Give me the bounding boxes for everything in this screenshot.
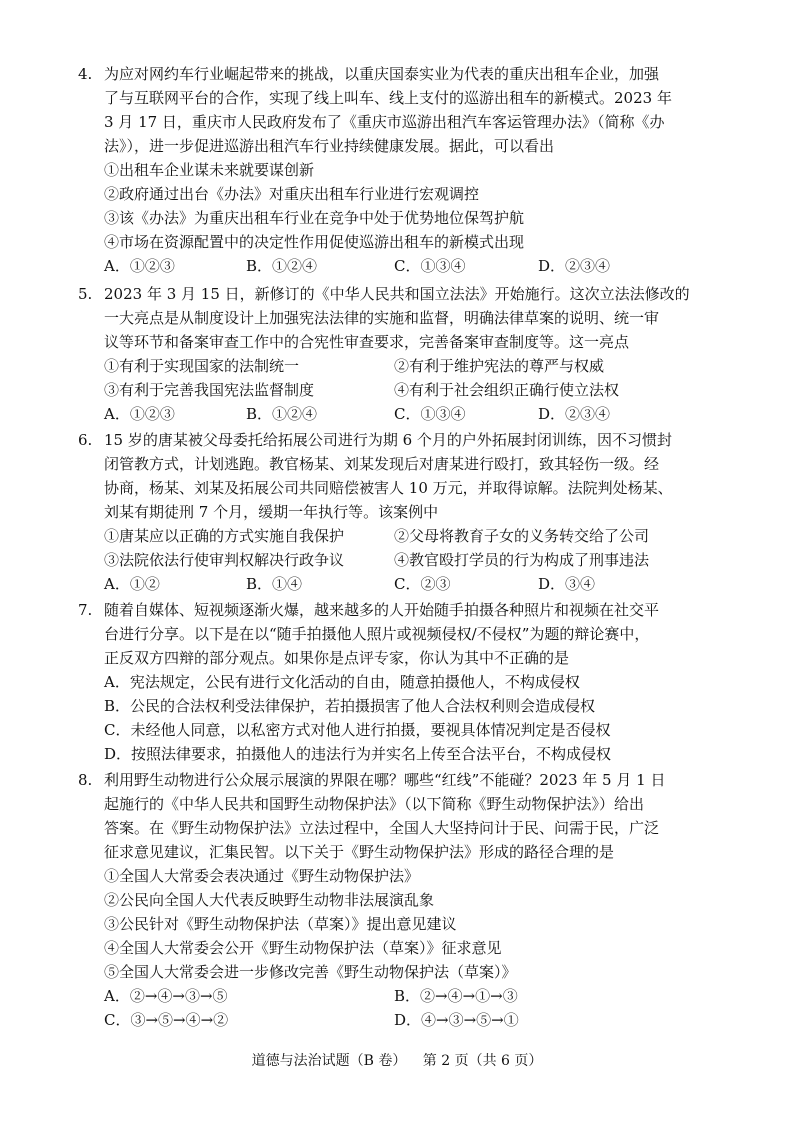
question-number: 8. xyxy=(78,771,93,789)
statement: ②公民向全国人大代表反映野生动物非法展演乱象 xyxy=(104,891,435,909)
answer-option-a: A．①②③ xyxy=(104,405,175,423)
statement: ②政府通过出台《办法》对重庆出租车行业进行宏观调控 xyxy=(104,185,480,203)
page-footer xyxy=(0,1050,794,1070)
question-stem-line: 随着自媒体、短视频逐渐火爆，越来越多的人开始随手拍摄各种照片和视频在社交平 xyxy=(104,601,660,619)
exam-subject-label: 道德与法治试题（B 卷） xyxy=(251,1053,407,1069)
statement: ③该《办法》为重庆出租车行业在竞争中处于优势地位保驾护航 xyxy=(104,209,525,227)
page-number: 第 2 页（共 6 页） xyxy=(422,1053,543,1069)
answer-option-b: B．①②④ xyxy=(246,405,318,423)
statement: ④市场在资源配置中的决定性作用促使巡游出租车的新模式出现 xyxy=(104,233,525,251)
answer-option-d: D．④→③→⑤→① xyxy=(394,1011,519,1029)
answer-option-b: B．①②④ xyxy=(246,257,318,275)
question-number: 4. xyxy=(78,65,93,83)
answer-option-c: C．未经他人同意，以私密方式对他人进行拍摄，要视具体情况判定是否侵权 xyxy=(104,721,611,739)
answer-option-d: D．按照法律要求，拍摄他人的违法行为并实名上传至合法平台，不构成侵权 xyxy=(104,745,612,763)
statement: ②有利于维护宪法的尊严与权威 xyxy=(394,357,605,375)
statement: ①出租车企业谋未来就要谋创新 xyxy=(104,161,315,179)
statement: ①全国人大常委会表决通过《野生动物保护法》 xyxy=(104,867,420,885)
answer-option-a: A．宪法规定，公民有进行文化活动的自由，随意拍摄他人，不构成侵权 xyxy=(104,673,580,691)
statement: ③有利于完善我国宪法监督制度 xyxy=(104,381,315,399)
question-stem-line: 协商，杨某、刘某及拓展公司共同赔偿被害人 10 万元，并取得谅解。法院判处杨某、 xyxy=(104,479,673,497)
question-stem-line: 台进行分享。以下是在以“随手拍摄他人照片或视频侵权/不侵权”为题的辩论赛中， xyxy=(104,625,650,643)
question-stem-line: 闭管教方式，计划逃跑。教官杨某、刘某发现后对唐某进行殴打，致其轻伤一级。经 xyxy=(104,455,660,473)
question-stem-line: 15 岁的唐某被父母委托给拓展公司进行为期 6 个月的户外拓展封闭训练，因不习惯封 xyxy=(104,431,672,449)
statement: ④全国人大常委会公开《野生动物保护法（草案）》征求意见 xyxy=(104,939,502,957)
statement: ③法院依法行使审判权解决行政争议 xyxy=(104,551,345,569)
answer-option-b: B．公民的合法权利受法律保护，若拍摄损害了他人合法权利则会造成侵权 xyxy=(104,697,596,715)
statement: ②父母将教育子女的义务转交给了公司 xyxy=(394,527,650,545)
answer-option-b: B．①④ xyxy=(246,575,303,593)
answer-option-a: A．①② xyxy=(104,575,160,593)
statement: ④有利于社会组织正确行使立法权 xyxy=(394,381,620,399)
statement: ①唐某应以正确的方式实施自我保护 xyxy=(104,527,345,545)
answer-option-c: C．①③④ xyxy=(394,405,466,423)
question-stem-line: 法》），进一步促进巡游出租汽车行业持续健康发展。据此，可以看出 xyxy=(104,137,555,155)
statement: ③公民针对《野生动物保护法（草案）》提出意见建议 xyxy=(104,915,457,933)
question-number: 5. xyxy=(78,285,93,303)
statement: ①有利于实现国家的法制统一 xyxy=(104,357,300,375)
answer-option-d: D．③④ xyxy=(538,575,596,593)
answer-option-a: A．②→④→③→⑤ xyxy=(104,987,228,1005)
question-stem-line: 一大亮点是从制度设计上加强宪法法律的实施和监督，明确法律草案的说明、统一审 xyxy=(104,309,660,327)
question-stem-line: 了与互联网平台的合作，实现了线上叫车、线上支付的巡游出租车的新模式。2023 年 xyxy=(104,89,672,107)
statement: ④教官殴打学员的行为构成了刑事违法 xyxy=(394,551,650,569)
answer-option-c: C．①③④ xyxy=(394,257,466,275)
answer-option-c: C．③→⑤→④→② xyxy=(104,1011,229,1029)
answer-option-b: B．②→④→①→③ xyxy=(394,987,518,1005)
question-number: 7. xyxy=(78,601,93,619)
question-stem-line: 征求意见建议，汇集民智。以下关于《野生动物保护法》形成的路径合理的是 xyxy=(104,843,615,861)
question-stem-line: 刘某有期徒刑 7 个月，缓期一年执行等。该案例中 xyxy=(104,503,439,521)
statement: ⑤全国人大常委会进一步修改完善《野生动物保护法（草案）》 xyxy=(104,963,517,981)
answer-option-d: D．②③④ xyxy=(538,405,611,423)
question-stem-line: 议等环节和备案审查工作中的合宪性审查要求，完善备案审查制度等。这一亮点 xyxy=(104,333,630,351)
question-stem-line: 3 月 17 日，重庆市人民政府发布了《重庆市巡游出租汽车客运管理办法》（简称《办 xyxy=(104,113,665,131)
question-stem-line: 利用野生动物进行公众展示展演的界限在哪？哪些“红线”不能碰？2023 年 5 月 1 日 xyxy=(104,771,666,789)
question-stem-line: 为应对网约车行业崛起带来的挑战，以重庆国泰实业为代表的重庆出租车企业，加强 xyxy=(104,65,660,83)
answer-option-c: C．②③ xyxy=(394,575,451,593)
answer-option-a: A．①②③ xyxy=(104,257,175,275)
question-stem-line: 正反双方四辩的部分观点。如果你是点评专家，你认为其中不正确的是 xyxy=(104,649,570,667)
question-number: 6. xyxy=(78,431,93,449)
question-stem-line: 2023 年 3 月 15 日，新修订的《中华人民共和国立法法》开始施行。这次立法法修改的 xyxy=(104,285,690,303)
answer-option-d: D．②③④ xyxy=(538,257,611,275)
question-stem-line: 起施行的《中华人民共和国野生动物保护法》（以下简称《野生动物保护法》）给出 xyxy=(104,795,645,813)
question-stem-line: 答案。在《野生动物保护法》立法过程中，全国人大坚持问计于民、问需于民，广泛 xyxy=(104,819,660,837)
